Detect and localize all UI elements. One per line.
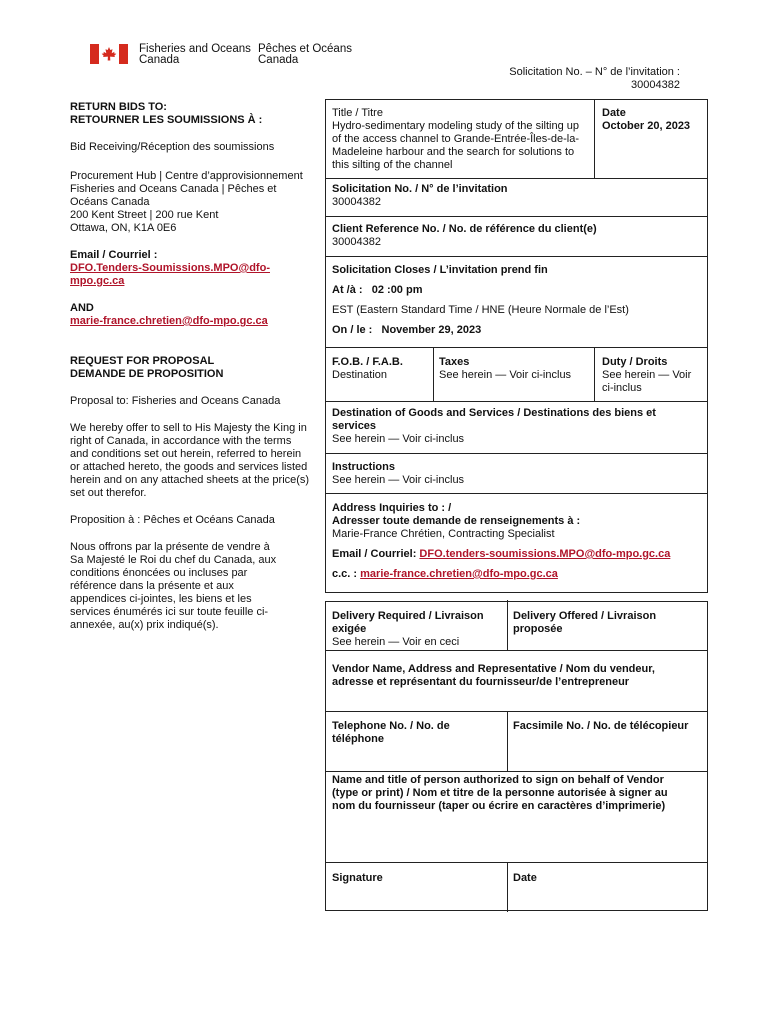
solicitation-form	[325, 99, 708, 911]
mailing-address: Procurement Hub | Centre d’approvisionnement Fisheries and Oceans Canada | Pêches et Océans Canada 200 Kent Street | 200 rue Kent Ottawa, ON, K1A 0E6	[70, 170, 303, 234]
telephone-cell[interactable]: Telephone No. / No. de téléphone	[332, 720, 450, 745]
rfp-en: REQUEST FOR PROPOSAL	[70, 355, 215, 367]
inquiries-email-link[interactable]: DFO.tenders-soumissions.MPO@dfo-mpo.gc.ca	[419, 548, 671, 560]
solicitation-header: Solicitation No. – N° de l’invitation : 30004382	[509, 66, 680, 91]
left-column	[70, 101, 325, 632]
instructions-cell: Instructions See herein — Voir ci-inclus	[332, 461, 465, 486]
dept-name-fr: Pêches et Océans Canada	[258, 43, 352, 66]
rfp-fr: DEMANDE DE PROPOSITION	[70, 368, 224, 380]
proposal-to-en: Proposal to: Fisheries and Oceans Canada	[70, 395, 281, 407]
solicitation-no-cell: Solicitation No. / N° de l’invitation 30004382	[332, 183, 508, 208]
offer-text-fr: Nous offrons par la présente de vendre à Sa Majesté le Roi du chef du Canada, aux conditions énoncées ou incluses par référence dans la présente et aux appendices ci-jointes, les biens et les services énumérés ici sur toute feuille ci- annexée, au(x) prix indiqué(s).	[70, 541, 277, 631]
dept-name-en: Fisheries and Oceans Canada	[139, 43, 251, 66]
delivery-offered-cell[interactable]: Delivery Offered / Livraison proposée	[513, 610, 657, 635]
signature-cell[interactable]: Signature	[332, 872, 383, 884]
form-gap	[325, 592, 708, 602]
authorized-person-cell[interactable]: Name and title of person authorized to sign on behalf of Vendor (type or print) / Nom et titre de la personne autorisée à signer au nom du fournisseur (taper ou écrire en caractères d’imprimerie)	[332, 774, 668, 812]
canada-flag-icon	[90, 44, 128, 64]
taxes-cell: Taxes See herein — Voir ci-inclus	[439, 356, 572, 381]
and-label: AND	[70, 302, 94, 314]
title-cell: Title / Titre Hydro-sedimentary modeling study of the silting up of the access channel to Grande-Entrée-Îles-de-la- Madeleine harbour and the search for solutions to this silting of the channel	[332, 107, 580, 171]
proposal-to-fr: Proposition à : Pêches et Océans Canada	[70, 514, 275, 526]
destination-cell: Destination of Goods and Services / Destinations des biens et services See herein — Voir ci-inclus	[332, 407, 656, 445]
duty-cell: Duty / Droits See herein — Voir ci-inclus	[602, 356, 692, 394]
offer-text-en: We hereby offer to sell to His Majesty the King in right of Canada, in accordance with the terms and conditions set out herein, referred to herein or attached hereto, the goods and services listed herein and on any attached sheets at the price(s) set out therefor.	[70, 422, 310, 499]
inquiries-cell: Address Inquiries to : / Adresser toute demande de renseignements à : Marie-France Chrétien, Contracting Specialist Email / Courriel: DFO.tenders-soumissions.MPO@dfo-mpo.gc.ca c.c. : marie-france.chretien@dfo-mpo.gc.ca	[332, 502, 671, 580]
delivery-required-cell: Delivery Required / Livraison exigée See herein — Voir en ceci	[332, 610, 484, 648]
closing-cell: Solicitation Closes / L’invitation prend fin At /à : 02 :00 pm EST (Eastern Standard Time / HNE (Heure Normale de l’Est) On / le : November 29, 2023	[332, 264, 629, 336]
fob-cell: F.O.B. / F.A.B. Destination	[332, 356, 403, 381]
signature-date-cell[interactable]: Date	[513, 872, 537, 884]
return-bids-en: RETURN BIDS TO:	[70, 101, 167, 113]
cc-email-link[interactable]: marie-france.chretien@dfo-mpo.gc.ca	[360, 568, 558, 580]
facsimile-cell[interactable]: Facsimile No. / No. de télécopieur	[513, 720, 689, 732]
email-link-tenders[interactable]: DFO.Tenders-Soumissions.MPO@dfo- mpo.gc.ca	[70, 262, 270, 287]
date-cell: Date October 20, 2023	[602, 107, 691, 132]
bid-receiving: Bid Receiving/Réception des soumissions	[70, 141, 275, 153]
email-link-chretien[interactable]: marie-france.chretien@dfo-mpo.gc.ca	[70, 315, 268, 327]
client-reference-cell: Client Reference No. / No. de référence du client(e) 30004382	[332, 223, 597, 248]
return-bids-fr: RETOURNER LES SOUMISSIONS À :	[70, 114, 263, 126]
email-label: Email / Courriel :	[70, 249, 158, 261]
vendor-cell[interactable]: Vendor Name, Address and Representative / Nom du vendeur, adresse et représentant du fournisseur/de l’entrepreneur	[332, 663, 655, 688]
